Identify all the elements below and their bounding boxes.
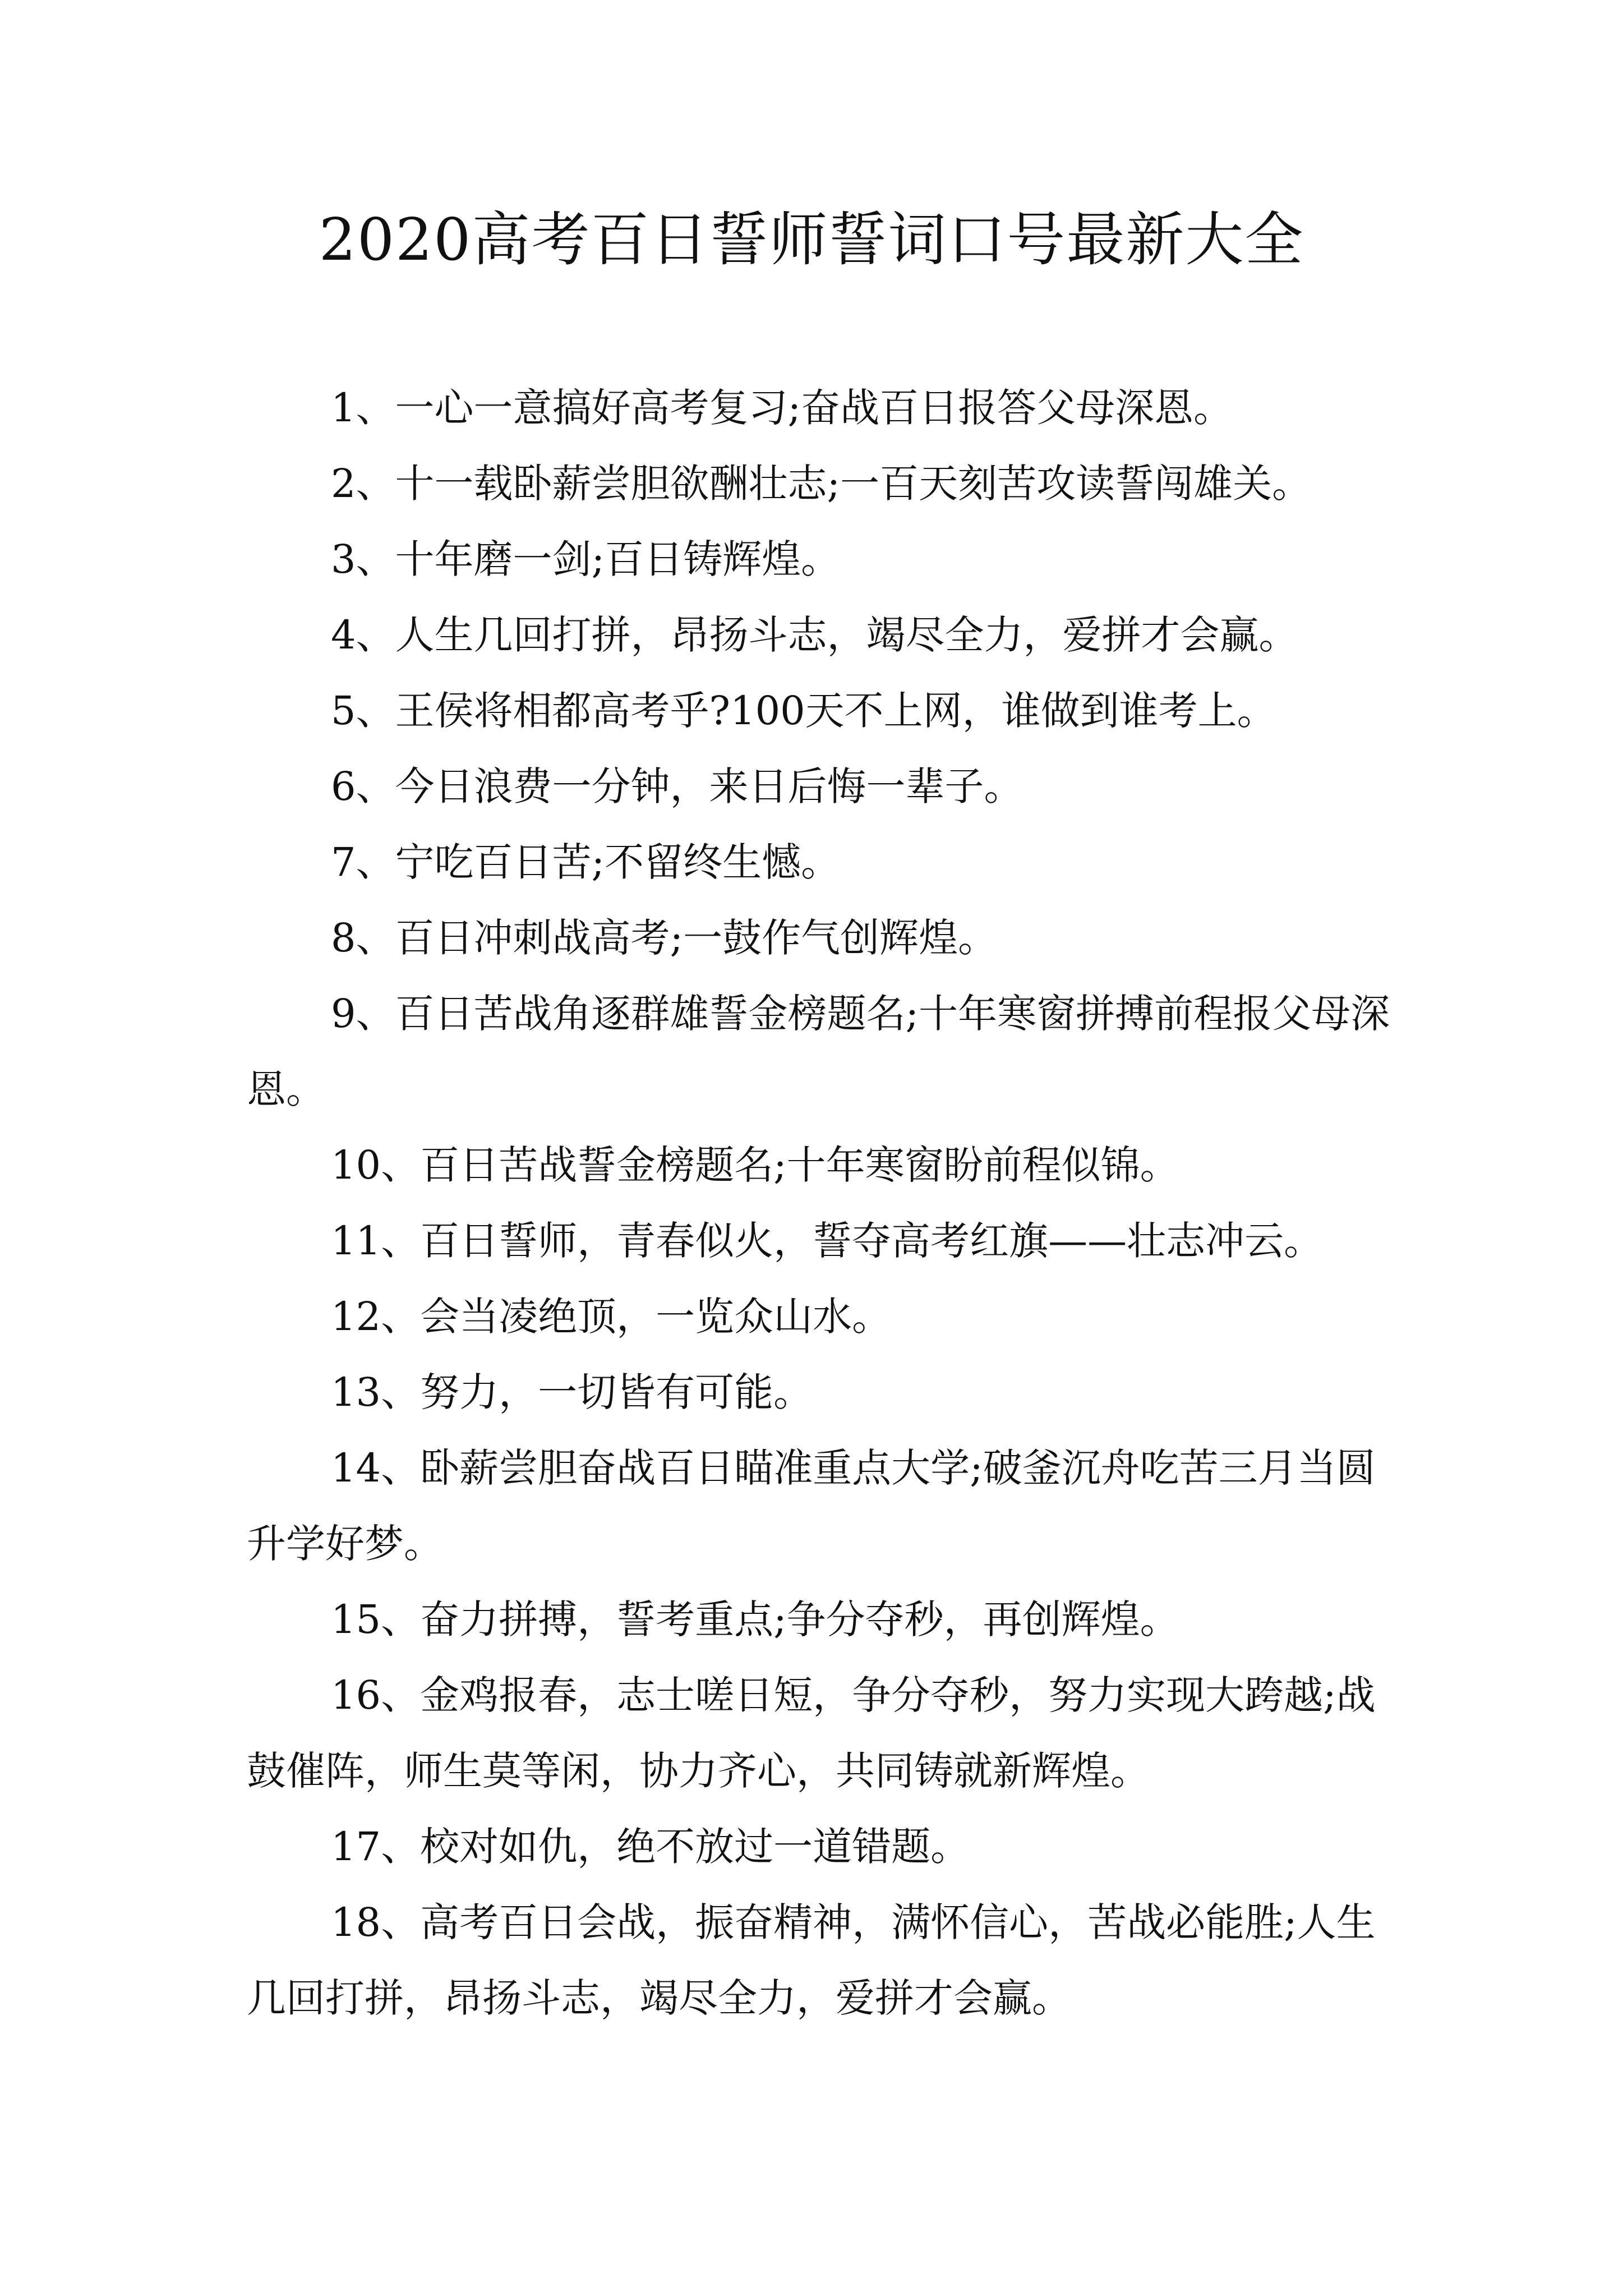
- slogan-item: 11、百日誓师，青春似火，誓夺高考红旗——壮志冲云。: [331, 1218, 1324, 1264]
- slogan-item: 17、校对如仇，绝不放过一道错题。: [331, 1824, 970, 1870]
- slogan-item: 13、努力，一切皆有可能。: [331, 1369, 813, 1415]
- slogan-item: 4、人生几回打拼，昂扬斗志，竭尽全力，爱拼才会赢。: [331, 612, 1298, 658]
- slogan-item: 7、宁吃百日苦;不留终生憾。: [331, 839, 841, 885]
- slogan-item: 12、会当凌绝顶，一览众山水。: [331, 1294, 892, 1340]
- slogan-item: 14、卧薪尝胆奋战百日瞄准重点大学;破釜沉舟吃苦三月当圆升学好梦。: [247, 1445, 1376, 1567]
- slogan-item: 1、一心一意搞好高考复习;奋战百日报答父母深恩。: [331, 385, 1233, 431]
- slogan-item: 6、今日浪费一分钟，来日后悔一辈子。: [331, 763, 1023, 809]
- slogan-item: 8、百日冲刺战高考;一鼓作气创辉煌。: [331, 915, 998, 961]
- slogan-item: 9、百日苦战角逐群雄誓金榜题名;十年寒窗拼搏前程报父母深恩。: [247, 991, 1390, 1112]
- slogan-item: 10、百日苦战誓金榜题名;十年寒窗盼前程似锦。: [331, 1142, 1179, 1188]
- slogan-item: 2、十一载卧薪尝胆欲酬壮志;一百天刻苦攻读誓闯雄关。: [331, 461, 1312, 507]
- document-title: 2020高考百日誓师誓词口号最新大全: [319, 205, 1304, 274]
- slogan-item: 16、金鸡报春，志士嗟日短，争分夺秒，努力实现大跨越;战鼓催阵，师生莫等闲，协力齐心，共同铸就新辉煌。: [247, 1672, 1376, 1794]
- slogan-list: [247, 370, 1391, 2036]
- slogan-item: 5、王侯将相都高考乎?100天不上网，谁做到谁考上。: [331, 688, 1276, 734]
- slogan-item: 3、十年磨一剑;百日铸辉煌。: [331, 536, 841, 582]
- slogan-item: 18、高考百日会战，振奋精神，满怀信心，苦战必能胜;人生几回打拼，昂扬斗志，竭尽全力，爱拼才会赢。: [247, 1899, 1376, 2021]
- slogan-item: 15、奋力拼搏，誓考重点;争分夺秒，再创辉煌。: [331, 1596, 1179, 1642]
